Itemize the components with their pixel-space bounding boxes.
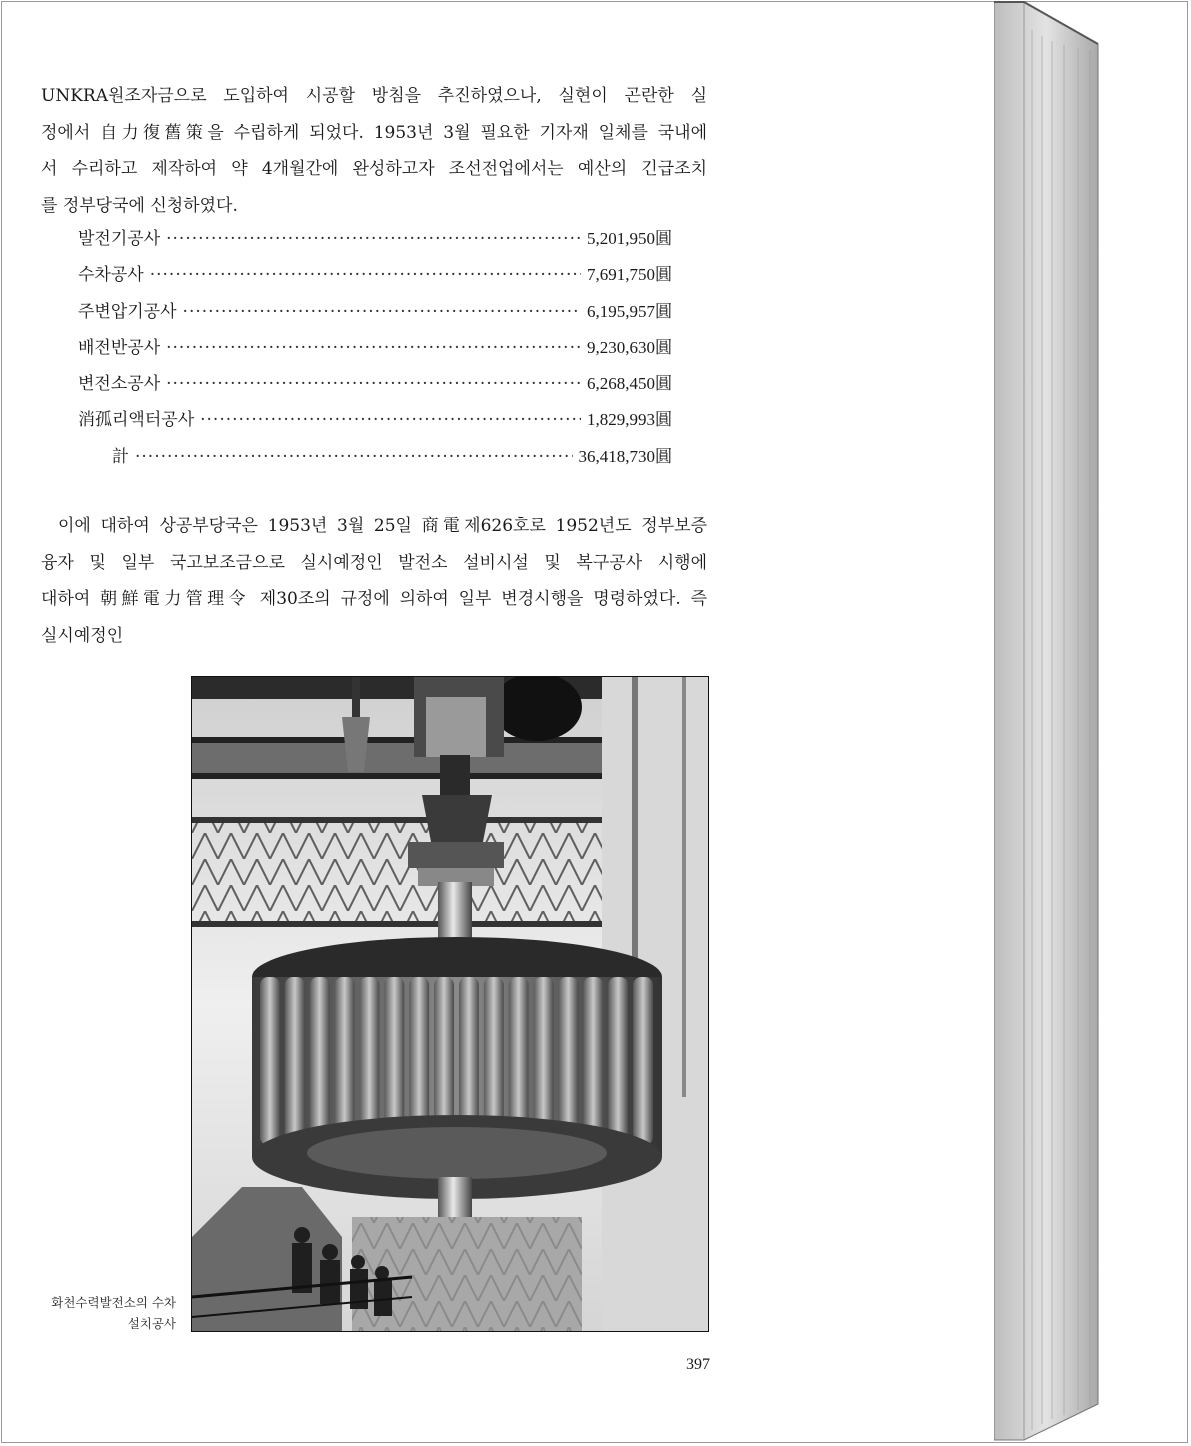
leader-dots — [166, 330, 581, 366]
paragraph-line: 정에서 自力復舊策을 수립하게 되었다. 1953년 3월 필요한 기자재 일체를 국내에 — [41, 122, 707, 143]
budget-item-amount: 7,691,750圓 — [587, 265, 672, 285]
budget-row — [78, 366, 672, 402]
page-number: 397 — [686, 1356, 710, 1373]
budget-item-amount: 9,230,630圓 — [587, 337, 672, 357]
rotor-pole — [260, 977, 280, 1145]
rotor-pole — [285, 977, 305, 1145]
budget-total-label: 計 — [112, 446, 129, 467]
paragraph-line: UNKRA원조자금으로 도입하여 시공할 방침을 추진하였으나, 실현이 곤란한 실 — [41, 86, 707, 106]
budget-item-label: 발전기공사 — [78, 229, 161, 249]
budget-item-label: 消孤리액터공사 — [78, 410, 195, 431]
leader-dots — [200, 402, 581, 438]
budget-row — [78, 402, 672, 438]
figure-caption — [40, 1292, 176, 1334]
paragraph-line: 실시예정인 — [41, 625, 124, 646]
budget-item-amount: 6,268,450圓 — [587, 374, 672, 394]
turbine-installation-photo — [191, 676, 709, 1332]
leader-dots — [135, 439, 573, 475]
budget-item-amount: 5,201,950圓 — [587, 229, 672, 248]
rotor-pole — [559, 977, 579, 1145]
budget-item-label: 주변압기공사 — [78, 301, 177, 322]
budget-row — [78, 294, 672, 330]
rotor-pole — [583, 977, 603, 1145]
budget-item-label: 변전소공사 — [78, 374, 161, 395]
budget-total-row — [78, 439, 672, 475]
budget-row — [78, 257, 672, 293]
budget-item-label: 배전반공사 — [78, 337, 161, 358]
rotor-pole — [608, 977, 628, 1145]
paragraph-line: 융자 및 일부 국고보조금으로 실시예정인 발전소 설비시설 및 복구공사 시행에 — [41, 552, 707, 573]
leader-dots — [166, 366, 581, 402]
paragraph-line: 서 수리하고 제작하여 약 4개월간에 완성하고자 조선전업에서는 예산의 긴급조치 — [41, 159, 707, 179]
budget-row — [78, 221, 672, 257]
paragraph-line: 대하여 朝鮮電力管理令 제30조의 규정에 의하여 일부 변경시행을 명령하였다. 즉 — [41, 589, 707, 609]
paragraph-line: 이에 대하여 상공부당국은 1953년 3월 25일 商電제626호로 1952년도 정부보증 — [58, 516, 707, 536]
budget-total-amount: 36,418,730圓 — [578, 446, 672, 466]
leader-dots — [183, 294, 581, 330]
rotor-pole — [633, 977, 653, 1145]
caption-line: 화천수력발전소의 수차 — [51, 1295, 176, 1310]
paragraph-line: 를 정부당국에 신청하였다. — [41, 195, 238, 216]
budget-item-amount: 6,195,957圓 — [587, 301, 672, 321]
budget-list — [78, 221, 672, 475]
leader-dots — [150, 257, 581, 293]
book-page-edge — [994, 0, 1191, 1446]
caption-line: 설치공사 — [127, 1316, 176, 1331]
leader-dots — [166, 221, 581, 257]
rotor-pole — [310, 977, 330, 1145]
budget-item-label: 수차공사 — [78, 265, 144, 286]
budget-item-amount: 1,829,993圓 — [587, 410, 672, 430]
paragraph-1 — [41, 78, 707, 224]
paragraph-2 — [41, 508, 707, 654]
rotor-pole — [335, 977, 355, 1145]
budget-row — [78, 330, 672, 366]
